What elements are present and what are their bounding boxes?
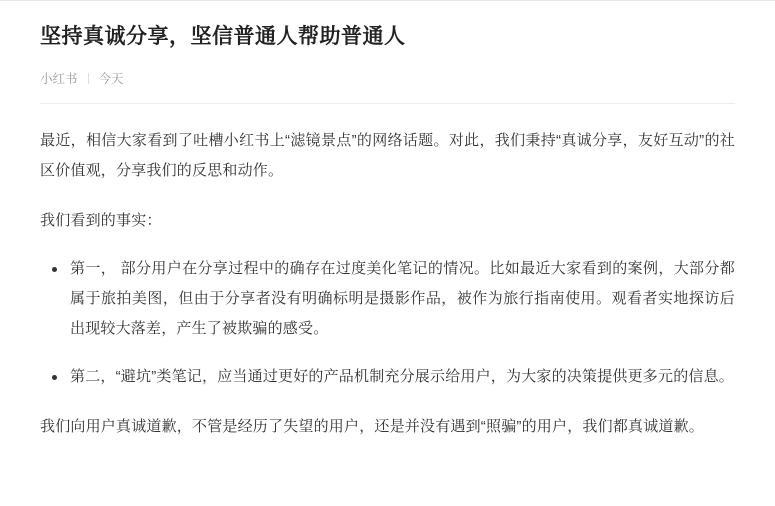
paragraph-closing: 我们向用户真诚道歉，不管是经历了失望的用户，还是并没有遇到“照骗”的用户，我们都真诚道歉。 <box>40 418 704 436</box>
article-meta <box>40 69 735 87</box>
paragraph-intro: 最近，相信大家看到了吐槽小红书上“滤镜景点”的网络话题。对此，我们秉持“真诚分享，友好互动”的社区价值观，分享我们的反思和动作。 <box>40 132 735 180</box>
list-item: 第二，“避坑”类笔记，应当通过更好的产品机制充分展示给用户，为大家的决策提供更多元的信息。 <box>70 362 735 392</box>
header-divider <box>40 103 735 104</box>
top-divider <box>0 0 775 1</box>
meta-separator <box>88 73 89 84</box>
article-body <box>40 126 735 442</box>
page-title: 坚持真诚分享，坚信普通人帮助普通人 <box>40 25 406 48</box>
list-item: 第一， 部分用户在分享过程中的确存在过度美化笔记的情况。比如最近大家看到的案例，大部分都属于旅拍美图，但由于分享者没有明确标明是摄影作品，被作为旅行指南使用。观看者实地探访后出现较大落差，产生了被欺骗的感受。 <box>70 254 735 344</box>
facts-list <box>40 254 735 392</box>
article-source: 小红书 <box>40 72 78 87</box>
paragraph-facts-heading: 我们看到的事实： <box>40 212 162 230</box>
article-date: 今天 <box>98 72 124 87</box>
